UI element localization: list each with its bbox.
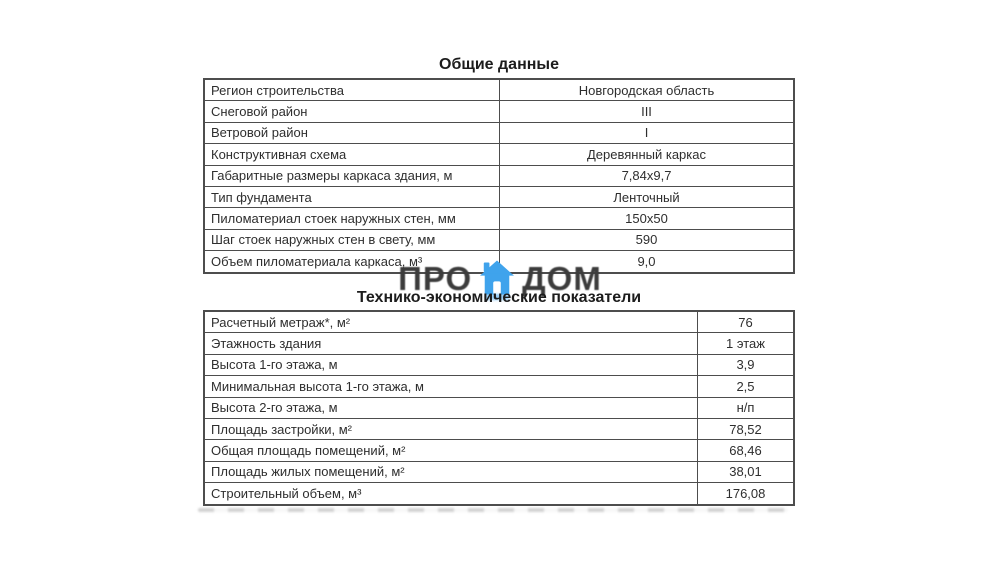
table-row [204,461,794,482]
logo-text-dom: ДОМ [522,259,602,297]
table-row [204,354,794,375]
row-label: Тип фундамента [204,186,500,207]
row-value: Ленточный [500,186,795,207]
row-label: Габаритные размеры каркаса здания, м [204,165,500,186]
row-label: Регион строительства [204,79,500,101]
row-value: 68,46 [698,440,795,461]
table-row [204,79,794,101]
table-row [204,418,794,439]
row-label: Минимальная высота 1-го этажа, м [204,376,698,397]
table-row [204,122,794,143]
row-label: Конструктивная схема [204,144,500,165]
row-value: 78,52 [698,418,795,439]
row-value: н/п [698,397,795,418]
general-data-title: Общие данные [439,56,559,73]
table-row [204,440,794,461]
table-row [204,229,794,250]
table-row [204,165,794,186]
table-row [204,333,794,354]
table-row [204,208,794,229]
row-value: 590 [500,229,795,250]
row-label: Высота 1-го этажа, м [204,354,698,375]
table-row [204,376,794,397]
table-row [204,483,794,505]
table-row [204,144,794,165]
faint-footnote-line [198,508,788,512]
table-row [204,311,794,333]
row-label: Высота 2-го этажа, м [204,397,698,418]
row-label: Площадь жилых помещений, м² [204,461,698,482]
row-label: Шаг стоек наружных стен в свету, мм [204,229,500,250]
row-label: Ветровой район [204,122,500,143]
row-label: Объем пиломатериала каркаса, м³ [204,251,500,273]
table-row [204,101,794,122]
table-row [204,186,794,207]
tech-econ-table [203,310,795,506]
row-label: Строительный объем, м³ [204,483,698,505]
row-value: III [500,101,795,122]
row-value: 1 этаж [698,333,795,354]
general-data-table [203,78,795,274]
row-value: 7,84x9,7 [500,165,795,186]
row-value: 38,01 [698,461,795,482]
logo-text-pro: ПРО [398,259,473,297]
row-value: 2,5 [698,376,795,397]
row-label: Общая площадь помещений, м² [204,440,698,461]
table-row [204,397,794,418]
row-value: 9,0 [500,251,795,273]
tech-econ-title: Технико-экономические показатели [356,289,642,306]
row-value: I [500,122,795,143]
row-value: 3,9 [698,354,795,375]
row-label: Снеговой район [204,101,500,122]
row-value: 176,08 [698,483,795,505]
row-value: Новгородская область [500,79,795,101]
row-label: Расчетный метраж*, м² [204,311,698,333]
row-label: Этажность здания [204,333,698,354]
row-label: Пиломатериал стоек наружных стен, мм [204,208,500,229]
row-value: 150x50 [500,208,795,229]
row-value: Деревянный каркас [500,144,795,165]
row-label: Площадь застройки, м² [204,418,698,439]
row-value: 76 [698,311,795,333]
